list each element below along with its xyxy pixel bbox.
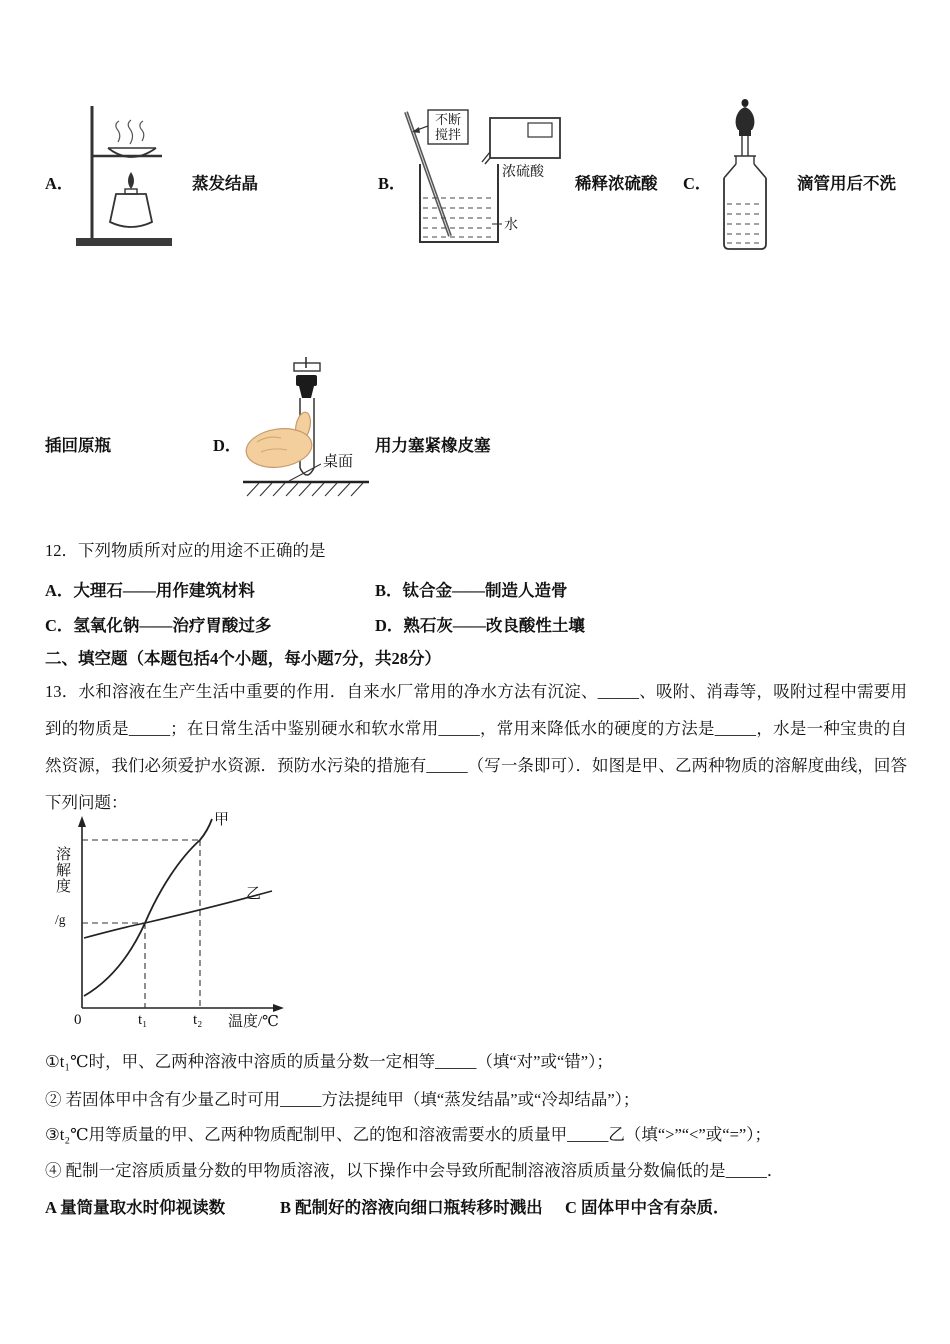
y-axis-label: 溶解度 bbox=[54, 846, 70, 894]
option-c-label: C． bbox=[683, 174, 712, 193]
alcohol-lamp bbox=[110, 194, 152, 227]
x-tick-t1: t₁ bbox=[138, 1012, 148, 1028]
hatching bbox=[247, 483, 259, 496]
tube-holder bbox=[294, 363, 320, 371]
figure-b-caption: 稀释浓硫酸 bbox=[575, 174, 658, 193]
lamp-flame-icon bbox=[128, 172, 134, 189]
q13-sub4-option-c: C 固体甲中含有杂质． bbox=[565, 1198, 730, 1217]
figure-c-caption: 滴管用后不洗 bbox=[797, 174, 896, 193]
return-bottle-text: 插回原瓶 bbox=[45, 436, 111, 455]
q13-sub4: ④ 配制一定溶质质量分数的甲物质溶液，以下操作中会导致所配制溶液溶质质量分数偏低的是_____． bbox=[45, 1161, 784, 1180]
q13-sub2: ② 若固体甲中含有少量乙时可用_____方法提纯甲（填“蒸发结晶”或“冷却结晶”）； bbox=[45, 1090, 640, 1109]
curve-jia bbox=[84, 819, 212, 996]
y-axis-arrow-icon bbox=[78, 816, 86, 827]
beaker bbox=[420, 164, 498, 242]
option-d-label: D． bbox=[213, 436, 242, 455]
stir-annotation-line1: 不断 bbox=[434, 112, 462, 127]
q12-stem: 12．下列物质所对应的用途不正确的是 bbox=[45, 541, 326, 560]
figure-d-caption: 用力塞紧橡皮塞 bbox=[375, 436, 491, 455]
q12-option-d: D．熟石灰——改良酸性土壤 bbox=[375, 616, 585, 635]
rubber-stopper bbox=[296, 375, 317, 386]
q12-option-b: B．钛合金——制造人造骨 bbox=[375, 581, 568, 600]
stand-base bbox=[76, 238, 172, 246]
acid-label: 浓硫酸 bbox=[502, 165, 544, 180]
figure-c-dropper-bottle bbox=[712, 98, 778, 256]
q13-stem: 13．水和溶液在生产生活中重要的作用．自来水厂常用的净水方法有沉淀、_____、吸附、消毒等，吸附过程中需要用到的物质是_____；在日常生活中鉴别硬水和软水常用_____，常用来降低水的硬度的方法是_____，水是一种宝贵的自然资源，我们必须爱护水资源．预防水污染的措施有_____（写一条即可）．如图是甲、乙两种物质的溶解度曲线，回答下列问题： bbox=[45, 682, 907, 812]
evaporation-apparatus-icon bbox=[68, 98, 186, 256]
curve-yi bbox=[84, 891, 272, 938]
figure-a-caption: 蒸发结晶 bbox=[192, 174, 258, 193]
option-b-label: B． bbox=[378, 174, 406, 193]
figure-d-stopper-press bbox=[237, 356, 375, 512]
y-axis-unit: /g bbox=[55, 912, 66, 927]
section-2-title: 二、填空题（本题包括4个小题，每小题7分，共28分） bbox=[45, 649, 441, 668]
dropper-bottle-icon bbox=[712, 98, 778, 256]
vapor-icon bbox=[116, 121, 120, 142]
option-a-label: A． bbox=[45, 174, 74, 193]
q13-sub4-option-b: B 配制好的溶液向细口瓶转移时溅出 bbox=[280, 1198, 543, 1217]
water-label: 水 bbox=[504, 218, 518, 233]
stopper-press-icon bbox=[237, 356, 375, 512]
figure-a-evaporation-apparatus bbox=[68, 98, 186, 256]
acid-container bbox=[490, 118, 560, 158]
solubility-chart bbox=[38, 808, 288, 1048]
stir-annotation-line2: 搅拌 bbox=[434, 127, 462, 142]
x-tick-origin: 0 bbox=[74, 1012, 82, 1028]
q12-option-a: A．大理石——用作建筑材料 bbox=[45, 581, 255, 600]
q13-sub3: ③t₂℃用等质量的甲、乙两种物质配制甲、乙的饱和溶液需要水的质量甲_____乙（填“>”“<”或“=”）； bbox=[45, 1125, 771, 1144]
rubber-bulb bbox=[736, 107, 755, 130]
dilution-apparatus-icon bbox=[398, 108, 576, 258]
q13-sub1: ①t₁℃时，甲、乙两种溶液中溶质的质量分数一定相等_____（填“对”或“错”）； bbox=[45, 1052, 613, 1071]
curve-label-yi: 乙 bbox=[246, 886, 262, 902]
q12-option-c: C．氢氧化钠——治疗胃酸过多 bbox=[45, 616, 272, 635]
dropper-knob bbox=[742, 99, 749, 107]
q13-sub4-option-a: A 量筒量取水时仰视读数 bbox=[45, 1198, 226, 1217]
figure-b-dilution-apparatus bbox=[398, 108, 576, 258]
desk-label: 桌面 bbox=[323, 454, 354, 470]
x-axis-label: 温度/℃ bbox=[228, 1014, 279, 1030]
curve-label-jia: 甲 bbox=[214, 812, 230, 828]
x-tick-t2: t₂ bbox=[193, 1012, 203, 1028]
